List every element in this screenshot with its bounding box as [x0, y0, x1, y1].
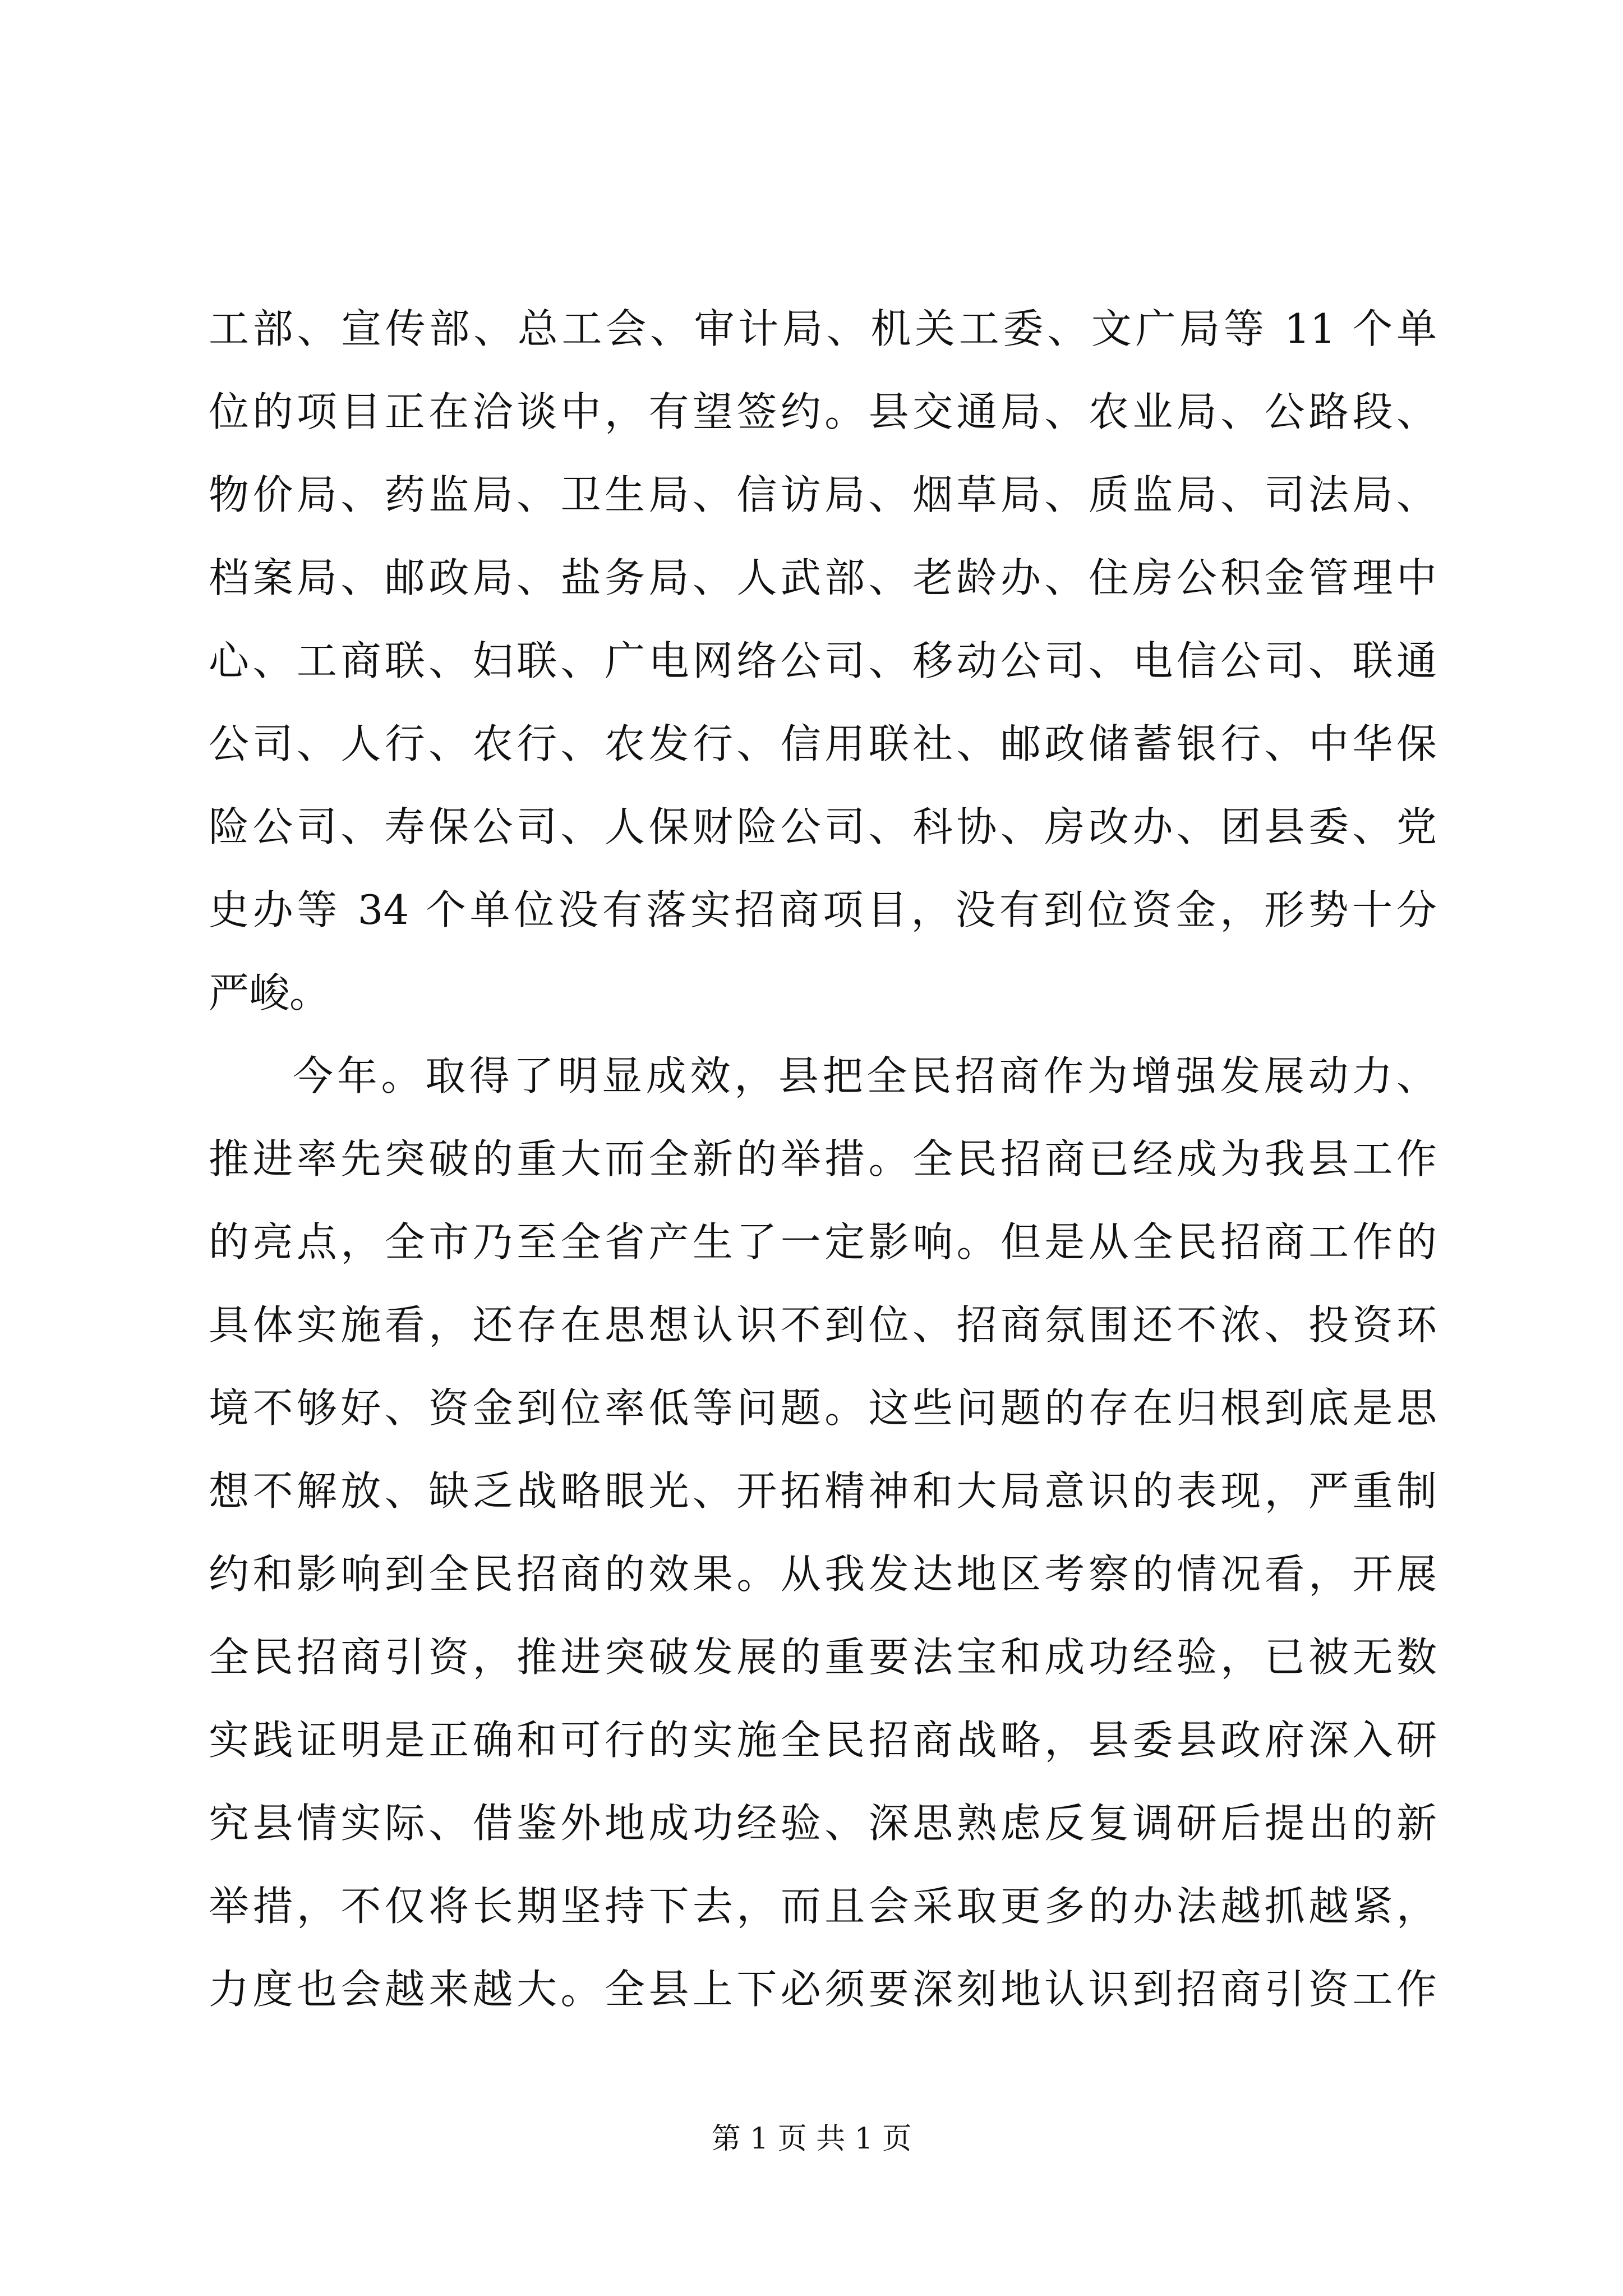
- text-line: 的亮点，全市乃至全省产生了一定影响。但是从全民招商工作的: [209, 1218, 1437, 1266]
- page-number: 第 1 页 共 1 页: [711, 2122, 912, 2156]
- text-line: 公司、人行、农行、农发行、信用联社、邮政储蓄银行、中华保: [209, 720, 1437, 767]
- text-line: 严峻。: [209, 969, 330, 1016]
- document-body: [209, 287, 1437, 2031]
- text-line: 实践证明是正确和可行的实施全民招商战略，县委县政府深入研: [209, 1717, 1437, 1764]
- text-line: 工部、宣传部、总工会、审计局、机关工委、文广局等 11 个单: [209, 305, 1437, 352]
- text-line: 推进率先突破的重大而全新的举措。全民招商已经成为我县工作: [209, 1135, 1437, 1182]
- text-line: 境不够好、资金到位率低等问题。这些问题的存在归根到底是思: [209, 1384, 1437, 1432]
- text-line: 力度也会越来越大。全县上下必须要深刻地认识到招商引资工作: [209, 1966, 1437, 2013]
- text-line: 史办等 34 个单位没有落实招商项目，没有到位资金，形势十分: [209, 886, 1437, 933]
- text-line: 想不解放、缺乏战略眼光、开拓精神和大局意识的表现，严重制: [209, 1467, 1437, 1515]
- text-line: 位的项目正在洽谈中，有望签约。县交通局、农业局、公路段、: [209, 388, 1437, 435]
- text-line: 全民招商引资，推进突破发展的重要法宝和成功经验，已被无数: [209, 1634, 1437, 1681]
- text-line: 物价局、药监局、卫生局、信访局、烟草局、质监局、司法局、: [209, 471, 1437, 518]
- text-line: 心、工商联、妇联、广电网络公司、移动公司、电信公司、联通: [209, 637, 1437, 684]
- text-line: 举措，不仅将长期坚持下去，而且会采取更多的办法越抓越紧，: [209, 1883, 1437, 1930]
- page-footer: [0, 2119, 1623, 2159]
- text-line: 档案局、邮政局、盐务局、人武部、老龄办、住房公积金管理中: [209, 554, 1437, 601]
- text-line: 究县情实际、借鉴外地成功经验、深思熟虑反复调研后提出的新: [209, 1800, 1437, 1847]
- text-line: 具体实施看，还存在思想认识不到位、招商氛围还不浓、投资环: [209, 1301, 1437, 1349]
- text-line: 约和影响到全民招商的效果。从我发达地区考察的情况看，开展: [209, 1550, 1437, 1598]
- paragraph-first-line: 今年。取得了明显成效，县把全民招商作为增强发展动力、: [293, 1052, 1437, 1099]
- text-line: 险公司、寿保公司、人保财险公司、科协、房改办、团县委、党: [209, 803, 1437, 850]
